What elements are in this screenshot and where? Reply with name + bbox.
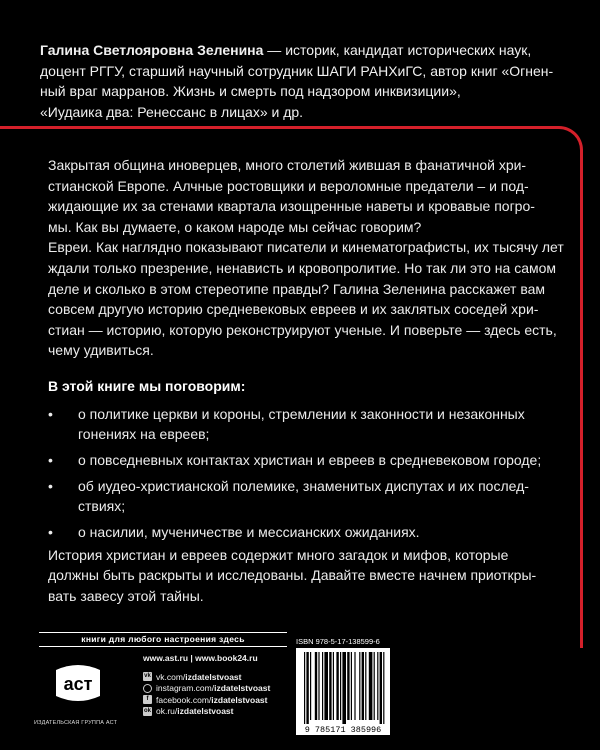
- isbn-barcode-block: [296, 637, 390, 735]
- barcode-bar: [306, 652, 308, 724]
- barcode-bar: [374, 652, 375, 720]
- barcode-image: [296, 648, 390, 735]
- barcode-bar: [304, 652, 305, 724]
- description-line: стиан — историю, которую реконструируют ученые. И поверьте — здесь есть,: [48, 321, 557, 338]
- description-line: мы. Как вы думаете, о каком народе мы сейчас говорим?: [48, 218, 422, 235]
- description-line: деле и сколько в этом стереотипе правды? Галина Зеленина расскажет вам: [48, 280, 546, 297]
- social-prefix: vk.com/: [156, 671, 186, 682]
- author-bio-line-2: доцент РГГУ, старший научный сотрудник ШАГИ РАНХиГС, автор книг «Огнен-: [40, 62, 554, 79]
- barcode-bar: [333, 652, 334, 720]
- author-bio-line-4: «Иудаика два: Ренессанс в лицах» и др.: [40, 103, 304, 120]
- barcode-bar: [310, 652, 311, 720]
- author-name: Галина Светлояровна Зеленина: [40, 42, 264, 58]
- social-link-vk[interactable]: [143, 671, 270, 683]
- odnoklassniki-icon: ok: [143, 707, 151, 714]
- description-line: ждали только презрение, ненависть и кровопролитие. Но так ли это на самом: [48, 259, 557, 276]
- topics-heading: В этой книге мы поговорим:: [48, 378, 246, 394]
- barcode-bar: [336, 652, 338, 720]
- barcode-bar: [351, 652, 352, 720]
- barcode-bar: [354, 652, 355, 720]
- barcode-bar: [369, 652, 373, 720]
- social-prefix: facebook.com/: [156, 694, 212, 705]
- bullet-icon: •: [48, 406, 53, 422]
- topic-line: ствиях;: [78, 497, 126, 514]
- slogan-banner: книги для любого настроения здесь: [39, 632, 287, 647]
- description-line: жидающие их за стенами квартала изощренные наветы и кровавые погро-: [48, 198, 535, 215]
- topic-line: о повседневных контактах христиан и евреев в средневековом городе;: [78, 452, 542, 468]
- social-handle: izdatelstvoast: [211, 694, 268, 705]
- social-prefix: ok.ru/: [156, 706, 178, 717]
- bullet-icon: •: [48, 478, 53, 494]
- website-links[interactable]: www.ast.ru | www.book24.ru: [143, 653, 258, 663]
- publisher-links: [143, 653, 270, 717]
- closing-paragraph: [48, 545, 563, 606]
- barcode-bar: [347, 652, 349, 720]
- book-description: [48, 155, 563, 361]
- description-line: Закрытая община иноверцев, много столетий жившая в фанатичной хри-: [48, 157, 527, 173]
- social-link-ok[interactable]: [143, 706, 270, 718]
- barcode-bar: [342, 652, 346, 724]
- barcode-bar: [365, 652, 366, 720]
- author-bio-line-3: ный враг марранов. Жизнь и смерть под надзором инквизиции»,: [40, 83, 461, 99]
- topic-line: о насилии, мученичестве и мессианских ожиданиях.: [78, 524, 420, 540]
- barcode-bar: [329, 652, 331, 720]
- author-bio: [40, 40, 565, 122]
- social-handle: izdatelstvoast: [214, 683, 271, 694]
- barcode-digits: 9 785171 385996: [304, 725, 382, 735]
- bullet-icon: •: [48, 452, 53, 468]
- topic-line: гонениях на евреев;: [78, 425, 210, 442]
- bullet-icon: •: [48, 524, 53, 540]
- description-line: совсем другую историю средневековых евреев и их заклятых соседей хри-: [48, 301, 539, 318]
- social-link-instagram[interactable]: [143, 683, 270, 695]
- logo-text: аст: [63, 674, 93, 694]
- barcode-bar: [377, 652, 378, 720]
- social-handle: izdatelstvoast: [185, 671, 242, 682]
- facebook-icon: f: [143, 695, 152, 704]
- publisher-name: ИЗДАТЕЛЬСКАЯ ГРУППА АСТ: [34, 720, 118, 726]
- barcode-bar: [322, 652, 323, 720]
- instagram-icon: [143, 684, 152, 693]
- description-line: стианской Европе. Алчные ростовщики и вероломные предатели – и под-: [48, 177, 529, 194]
- barcode-bar: [362, 652, 364, 720]
- isbn-number: ISBN 978-5-17-138599-6: [296, 637, 380, 646]
- description-line: Евреи. Как наглядно показывают писатели и кинематографисты, их тысячу лет: [48, 239, 564, 256]
- closing-line: должны быть раскрыты и исследованы. Давайте вместе начнем приоткры-: [48, 567, 537, 584]
- description-line: чему удивиться.: [48, 342, 154, 359]
- ast-logo: [52, 660, 104, 706]
- topic-line: об иудео-христианской полемике, знаменитых диспутах и их послед-: [78, 478, 529, 494]
- social-handle: izdatelstvoast: [177, 706, 234, 717]
- barcode-bar: [318, 652, 319, 720]
- barcode-bar: [380, 652, 382, 724]
- closing-line: вать завесу этой тайны.: [48, 587, 204, 604]
- barcode-bar: [383, 652, 384, 724]
- vk-icon: vk: [144, 673, 151, 680]
- author-bio-line-1-rest: — историк, кандидат исторических наук,: [263, 42, 532, 58]
- closing-line: История христиан и евреев содержит много загадок и мифов, которые: [48, 547, 509, 563]
- social-link-facebook[interactable]: [143, 694, 270, 706]
- social-prefix: instagram.com/: [156, 683, 215, 694]
- topic-line: о политике церкви и короны, стремлении к законности и незаконных: [78, 406, 525, 422]
- barcode-bar: [324, 652, 328, 720]
- author-bio-line-1: [40, 40, 565, 61]
- barcode-bar: [359, 652, 360, 720]
- barcode-bar: [340, 652, 341, 720]
- barcode-bar: [315, 652, 317, 720]
